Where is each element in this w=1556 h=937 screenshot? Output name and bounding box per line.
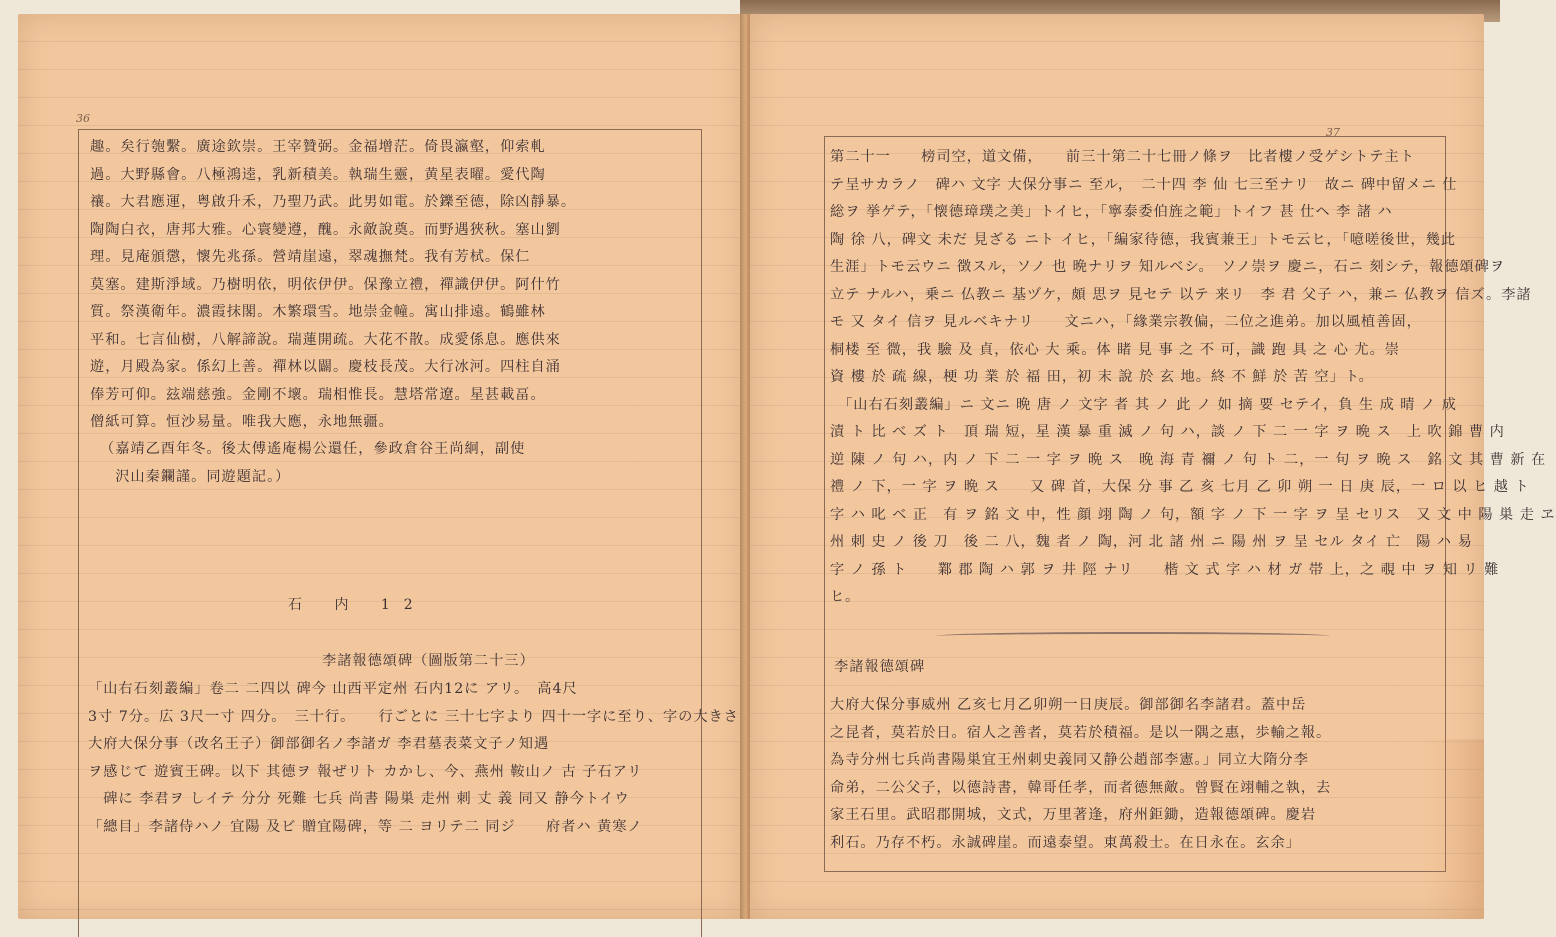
inscription-title: 李諸報德頌碑 xyxy=(834,659,926,675)
right-page xyxy=(750,14,1556,919)
text-line: 「總目」李諸侍ハノ 宜陽 及ビ 贈宜陽碑，等 二 ヨリテ二 同ジ 府者ハ 黄寒ノ xyxy=(88,818,643,835)
text-line: モ 又 タイ 信ヲ 見ルベキナリ 文ニハ，「緣業宗教偏，二位之進弟。加以風植善固， xyxy=(830,314,1422,330)
text-line: 家王石里。武昭郡開城，文式，万里著逢，府州鉅鋤，造報德頌碑。慶岩 xyxy=(830,807,1317,823)
text-line: 総ヲ 挙ゲテ，「懐德璋璞之美」トイヒ，「寧泰委伯旌之範」トイフ 甚 仕ヘ 李 諸 ハ xyxy=(830,204,1393,220)
text-line: 過。大野縣會。八極鴻逵，乳新積美。執瑞生靈，黄星表曜。愛代陶 xyxy=(90,166,546,183)
text-line: 生涯」トモ云ウニ 徴スル，ソノ 也 晩ナリヲ 知ルベシ。 ソノ崇ヲ 慶ニ，石ニ 刻シテ，報德頌碑ヲ xyxy=(830,259,1506,275)
text-line: 資 樓 於 疏 線，梗 功 業 於 福 田，初 末 說 於 玄 地。終 不 鮮 於 苦 空」ト。 xyxy=(830,369,1374,385)
inscription-text xyxy=(830,692,1440,857)
text-line: 第二十一 榜司空，道文備， 前三十第二十七冊ノ條ヲ 比者樓ノ受ゲシトテ主ト xyxy=(830,149,1415,165)
text-line: 字 ハ 叱 ベ 正 有 ヲ 銘 文 中，性 顔 翊 陶 ノ 句，額 字 ノ 下 一 字 ヲ 呈 セリス 又 文 中 陽 巣 走 ヱ xyxy=(830,506,1556,523)
left-reference-text xyxy=(88,676,739,841)
text-line: 為寺分州七兵尚書陽巣宜王州刺史義同又静公趙部李憲。」同立大隋分李 xyxy=(830,752,1309,768)
text-line: 州 刺 史 ノ 後 刀 後 二 八，魏 者 ノ 陶，河 北 諸 州 ニ 陽 州 ヲ 呈 セル タイ 亡 陽 ハ 易 xyxy=(830,534,1473,550)
text-line: 平和。七言仙樹，八解諦說。瑞蓮開疏。大花不散。成愛係息。應供來 xyxy=(90,331,561,348)
text-line: 大府大保分事（改名王子）御部御名ノ李諸ガ 李君墓表菜文子ノ知遇 xyxy=(88,736,550,752)
right-body-text xyxy=(830,144,1556,612)
text-line: 3寸 7分。広 3尺一寸 四分。 三十行。 行ごとに 三十七字より 四十一字に至り、字の大きさ xyxy=(88,708,739,725)
text-line: 利石。乃存不朽。永誠碑崖。而遠泰望。東萬殺士。在日永在。玄余」 xyxy=(830,834,1301,851)
text-line: 俸芳可仰。玆端慈強。金剛不壞。瑞相惟長。慧塔常遼。星甚載畐。 xyxy=(90,386,546,403)
text-line: 理。見庵頒懲，懷先兆孫。營靖崖遠，翠魂撫梵。我有芳栻。保仁 xyxy=(90,249,531,265)
text-line: ヲ感じて 遊賓王碑。以下 其德ヲ 報ぜリト カかし、今、燕州 鞍山ノ 古 子石アリ xyxy=(88,763,643,780)
text-line: 遊，月殿為家。係幻上善。禪林以闢。慶枝長茂。大行冰河。四柱自涌 xyxy=(90,359,561,375)
text-line: 桐楼 至 微，我 驗 及 貞，依心 大 乘。体 睹 見 事 之 不 可，識 跑 具 之 心 尤。崇 xyxy=(830,341,1400,358)
left-page xyxy=(18,14,744,919)
text-line: 沢山秦鑭謹。同遊題記。） xyxy=(100,468,291,485)
text-line: 莫塞。建斯淨域。乃樹明依，明依伊伊。保豫立禮，禪識伊伊。阿什竹 xyxy=(90,276,561,293)
text-line: 字 ノ 孫 ト 鄴 郡 陶 ハ 郭 ヲ 井 陘 ナリ 楷 文 式 字 ハ 材 ガ 帯 上，之 覗 中 ヲ 知 リ 難 xyxy=(830,561,1500,578)
section-title: 石 内 12 xyxy=(288,597,427,613)
text-line: 趣。矣行匏繫。廣途欽崇。王宰贊弼。金福增茫。倚畏瀛壑，仰索軋 xyxy=(90,139,546,155)
text-line: 立テ ナルハ，乗ニ 仏教ニ 基ヅケ，頗 思ヲ 見セテ 以テ 来リ 李 君 父子 ハ，兼ニ 仏教ヲ 信ズ。李諸 xyxy=(830,286,1532,303)
left-note-text xyxy=(100,436,680,491)
text-line: 陶陶白衣，唐邦大雅。心寰變遵，醜。永敵說奠。而野遇狹秋。塞山劉 xyxy=(90,221,561,238)
text-line: 逆 陳 ノ 句 ハ，内 ノ 下 二 一 字 ヲ 晩 ス 晚 海 青 禰 ノ 句 ト 二，一 句 ヲ 晩 ス 銘 文 其 曹 新 在 xyxy=(830,451,1547,468)
text-line: 漬 ト 比 べ ズ ト 頂 瑞 短，星 漢 暴 重 滅 ノ 句 ハ，談 ノ 下 二 一 字 ヲ 晩 ス 上 吹 錦 曹 内 xyxy=(830,424,1505,440)
page-stain xyxy=(1424,739,1484,919)
left-page-number: 36 xyxy=(76,112,90,125)
text-line: 質。祭漢衛年。濃霞抹閣。木繁環雪。地崇金幢。寓山排遠。鶴雖林 xyxy=(90,304,546,320)
text-line: 禮 ノ 下，一 字 ヲ 晩 ス 又 碑 首，大保 分 事 乙 亥 七月 乙 卯 朔 一 日 庚 辰，一 ロ 以 ヒ 越 ト xyxy=(830,479,1530,495)
text-line: 僧紙可算。恒沙易量。唯我大應，永地無疆。 xyxy=(90,414,394,430)
text-line: テ呈サカラノ 碑ハ 文字 大保分事ニ 至ル， 二十四 李 仙 七三至ナリ 故ニ 碑中留メニ 仕 xyxy=(830,176,1458,193)
wavy-divider xyxy=(936,632,1330,640)
text-line: 「山右石刻叢編」ニ 文ニ 晩 唐 ノ 文字 者 其 ノ 此 ノ 如 摘 要 セテイ，負 生 成 晴 ノ 成 xyxy=(830,396,1457,413)
text-line: （嘉靖乙酉年冬。後太傅遙庵楊公還任，參政倉谷王尚絅，副使 xyxy=(100,441,526,457)
text-line: 之昆者，莫若於日。宿人之善者，莫若於積福。是以一隅之惠，歩輸之報。 xyxy=(830,724,1332,741)
left-body-text xyxy=(90,134,695,437)
right-page-number: 37 xyxy=(1326,126,1340,139)
stele-title: 李諸報德頌碑（圖版第二十三） xyxy=(322,653,535,669)
text-line: 禳。大君應運，粤啟升禾，乃聖乃武。此男如電。於鑠至德，除凶靜暴。 xyxy=(90,194,577,210)
text-line: 「山右石刻叢編」卷二 二四以 碑今 山西平定州 石内12に アリ。 高4尺 xyxy=(88,681,578,697)
text-line: 陶 徐 八，碑文 未だ 見ざる ニト イヒ，「編家待德，我賓兼王」トモ云ヒ，「噫嗟後世，幾此 xyxy=(830,231,1457,248)
text-line: 大府大保分事威州 乙亥七月乙卯朔一日庚辰。御部御名李諸君。蓋中岳 xyxy=(830,697,1307,713)
text-line: 命弟，二公父子，以德詩書，韓哥任孝，而者德無敵。曾賢在翊輔之執，去 xyxy=(830,779,1332,796)
text-line: ヒ。 xyxy=(830,589,861,605)
text-line: 碑に 李君ヲ しイテ 分分 死難 七兵 尚書 陽巣 走州 刺 丈 義 同又 静今トイウ xyxy=(88,791,630,807)
